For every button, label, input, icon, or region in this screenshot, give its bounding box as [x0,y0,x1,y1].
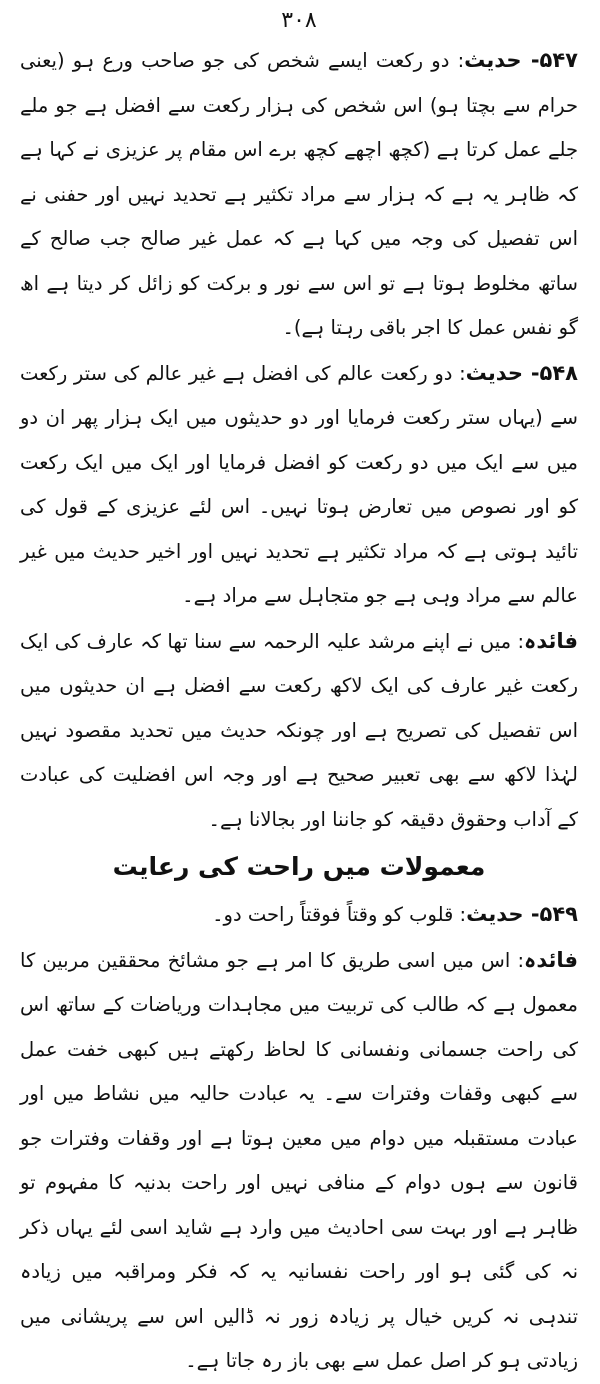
hadith-word: حدیث [466,902,524,926]
hadith-548 [20,351,578,619]
hadith-number: ۵۴۹ [539,902,578,926]
hadith-word: حدیث [465,360,524,385]
hadith-label: ۵۴۸- حدیث [465,360,578,385]
faida-paragraph-2 [20,938,578,1384]
hadith-word: حدیث [464,48,522,72]
hadith-549 [20,892,578,938]
hadith-label: ۵۴۷- حدیث [464,48,578,72]
hadith-text: : قلوب کو وقتاً فوقتاً راحت دو۔ [212,903,467,926]
hadith-text: : دو رکعت ایسے شخص کی جو صاحب ورع ہو (یعنی حرام سے بچتا ہو) اس شخص کی ہزار رکعت سے افضل ہے جو ملے جلے عمل کرتا ہے (کچھ اچھے کچھ برے اس مقام پر عزیزی نے کہا ہے کہ ظاہر یہ ہے کہ ہزار سے مراد تکثیر ہے تحدید نہیں اور حفنی نے اس تفصیل کی وجہ میں کہا ہے کہ عمل غیر صالح جب صالح کے ساتھ مخلوط ہوتا ہے تو اس سے نور و برکت کو زائل کر دیتا ہے اھ گو نفس عمل کا اجر باقی رہتا ہے)۔ [20,49,578,339]
faida-text: : میں نے اپنے مرشد علیہ الرحمہ سے سنا تھا کہ عارف کی ایک رکعت غیر عارف کی ایک لاکھ رکعت سے افضل ہے ان حدیثوں میں اس تفصیل کی تصریح ہے اور چونکہ حدیث میں تحدید مقصود نہیں لہٰذا لاکھ سے بھی تعبیر صحیح ہے اور وجہ اس افضلیت کی عبادت کے آداب وحقوق دقیقہ کو جاننا اور بجالانا ہے۔ [20,629,578,831]
hadith-label: ۵۴۹- حدیث [466,902,578,926]
hadith-text: : دو رکعت عالم کی افضل ہے غیر عالم کی ستر رکعت سے (یہاں ستر رکعت فرمایا اور دو حدیثوں میں ایک ہزار پھر ان دو میں سے ایک میں دو رکعت کو افضل فرمایا اور ایک میں ایک رکعت کو اور نصوص میں تعارض ہوتا نہیں۔ اس لئے عزیزی کے قول کی تائید ہوتی ہے کہ مراد تکثیر ہے تحدید نہیں اور اخیر حدیث میں غیر عالم سے مراد وہی ہے جو متجاہل سے مراد ہے۔ [20,361,578,607]
faida-paragraph [20,619,578,843]
section-heading: معمولات میں راحت کی رعایت [112,852,486,881]
faida-text: : اس میں اسی طریق کا امر ہے جو مشائخ محققین مربین کا معمول ہے کہ طالب کی تربیت میں مجاہدات وریاضات کے ساتھ اس کی راحت جسمانی ونفسانی کا لحاظ رکھتے ہیں کبھی خفت عمل سے کبھی وقفات وفترات سے۔ یہ عبادت حالیہ میں نشاط میں اور عبادت مستقبلہ میں دوام میں معین ہوتا ہے اور وقفات وفترات جو قانون سے ہوں دوام کے منافی نہیں اور راحت بدنیہ کا مفہوم تو ظاہر ہے اور بہت سی احادیث میں وارد ہے شاید اسی لئے یہاں ذکر نہ کی گئی ہو اور راحت نفسانیہ یہ کہ فکر ومراقبہ میں زیادہ تندہی نہ کریں خیال پر زیادہ زور نہ ڈالیں اس سے پریشانی میں زیادتی ہو کر اصل عمل سے بھی باز رہ جاتا ہے۔ [20,948,578,1372]
page-number: ۳۰۸ [281,8,317,33]
hadith-number: ۵۴۷ [539,48,578,72]
hadith-number: ۵۴۸ [539,360,578,385]
faida-label: فائدہ [524,947,578,972]
hadith-547 [20,38,578,351]
faida-label: فائدہ [524,628,578,653]
